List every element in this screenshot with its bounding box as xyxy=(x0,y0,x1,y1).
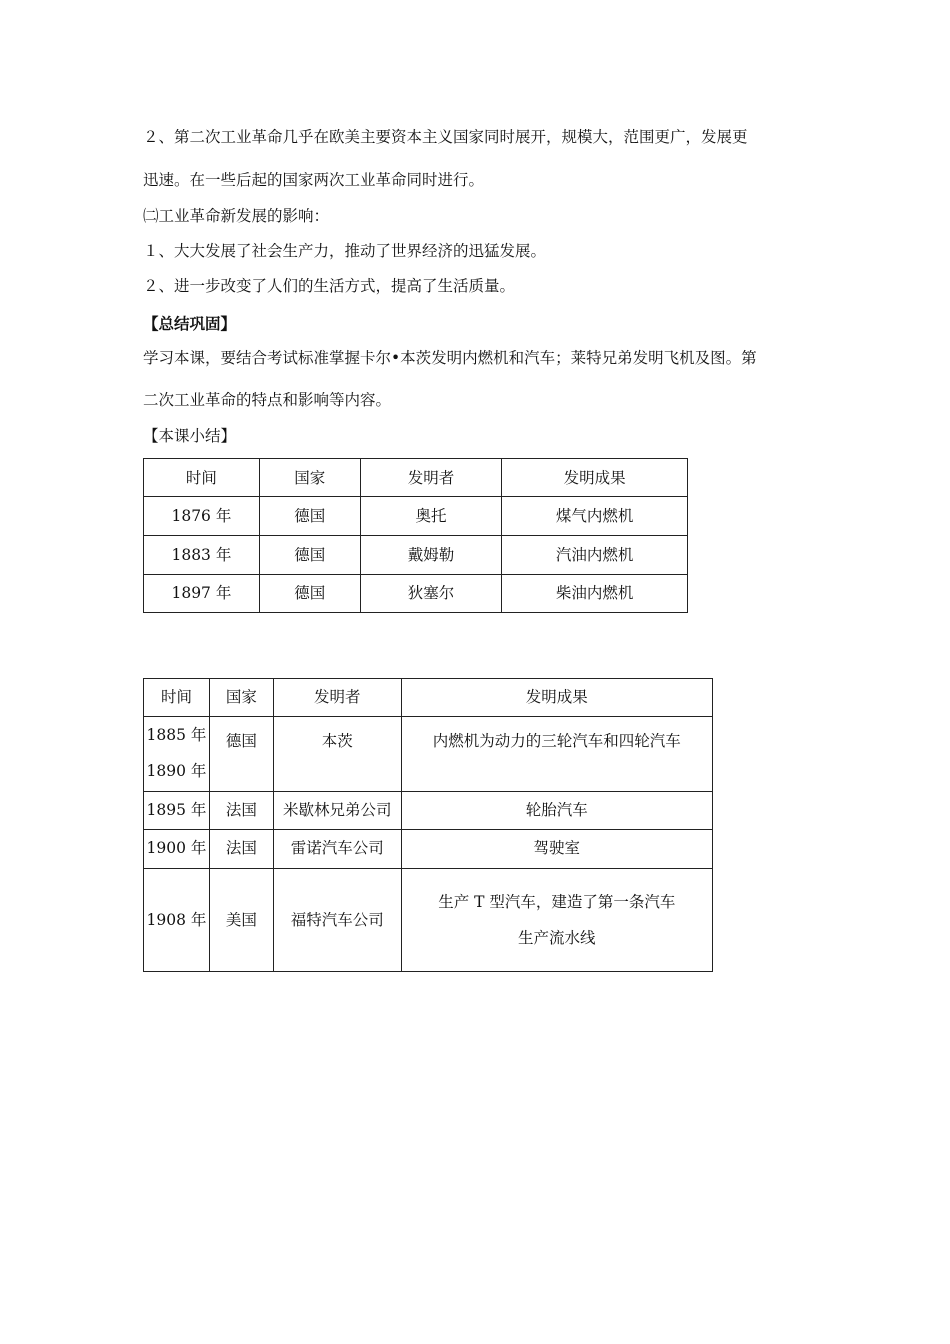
table-header-row xyxy=(144,679,713,717)
table-cell: 本茨 xyxy=(273,717,401,792)
table-cell: 法国 xyxy=(209,830,273,869)
table-cell: 1895 年 xyxy=(144,792,210,830)
table-cell: 美国 xyxy=(209,869,273,972)
table-cell: 德国 xyxy=(259,575,360,613)
table-cell: 法国 xyxy=(209,792,273,830)
table-cell: 雷诺汽车公司 xyxy=(273,830,401,869)
section-heading: 【本课小结】 xyxy=(143,427,237,445)
paragraph-line: １、大大发展了社会生产力，推动了世界经济的迅猛发展。 xyxy=(143,242,547,260)
table-row xyxy=(144,575,688,613)
table-cell: 福特汽车公司 xyxy=(273,869,401,972)
paragraph-line: ２、进一步改变了人们的生活方式，提高了生活质量。 xyxy=(143,277,516,295)
table-cell: 戴姆勒 xyxy=(360,536,502,575)
cell-line: 1890 年 xyxy=(146,762,207,780)
paragraph-line: 二次工业革命的特点和影响等内容。 xyxy=(143,391,392,409)
table-cell: 1876 年 xyxy=(144,497,260,536)
summary-table-automobiles xyxy=(143,678,713,972)
table-row xyxy=(144,497,688,536)
table-cell: 德国 xyxy=(259,497,360,536)
table-header-cell: 发明成果 xyxy=(502,459,688,497)
paragraph-line: ㈡工业革命新发展的影响： xyxy=(143,207,330,225)
table-cell: 米歇林兄弟公司 xyxy=(273,792,401,830)
table-header-cell: 国家 xyxy=(259,459,360,497)
table-header-cell: 国家 xyxy=(209,679,273,717)
table-header-cell: 发明者 xyxy=(360,459,502,497)
paragraph-line: ２、第二次工业革命几乎在欧美主要资本主义国家同时展开，规模大，范围更广，发展更 xyxy=(143,128,748,146)
table-header-cell: 时间 xyxy=(144,679,210,717)
table-cell: 1883 年 xyxy=(144,536,260,575)
table-cell: 狄塞尔 xyxy=(360,575,502,613)
table-cell xyxy=(401,869,712,972)
table-cell: 内燃机为动力的三轮汽车和四轮汽车 xyxy=(401,717,712,792)
table-cell: 德国 xyxy=(209,717,273,792)
table-cell: 驾驶室 xyxy=(401,830,712,869)
table-cell: 1900 年 xyxy=(144,830,210,869)
table-cell xyxy=(144,717,210,792)
table-row xyxy=(144,536,688,575)
table-cell: 汽油内燃机 xyxy=(502,536,688,575)
table-row xyxy=(144,830,713,869)
table-cell: 1908 年 xyxy=(144,869,210,972)
table-cell: 柴油内燃机 xyxy=(502,575,688,613)
cell-line: 生产流水线 xyxy=(518,929,596,947)
table-header-row xyxy=(144,459,688,497)
cell-line: 生产 T 型汽车，建造了第一条汽车 xyxy=(438,893,676,911)
table-cell: 煤气内燃机 xyxy=(502,497,688,536)
table-header-cell: 发明成果 xyxy=(401,679,712,717)
table-cell: 1897 年 xyxy=(144,575,260,613)
paragraph-line: 迅速。在一些后起的国家两次工业革命同时进行。 xyxy=(143,171,485,189)
table-row xyxy=(144,869,713,972)
paragraph-line: 学习本课，要结合考试标准掌握卡尔•本茨发明内燃机和汽车；莱特兄弟发明飞机及图。第 xyxy=(143,349,757,367)
table-cell: 轮胎汽车 xyxy=(401,792,712,830)
table-header-cell: 发明者 xyxy=(273,679,401,717)
summary-table-engines xyxy=(143,458,688,613)
table-cell: 奥托 xyxy=(360,497,502,536)
table-row xyxy=(144,717,713,792)
table-row xyxy=(144,792,713,830)
section-heading: 【总结巩固】 xyxy=(143,314,237,333)
cell-line: 1885 年 xyxy=(146,726,207,744)
table-header-cell: 时间 xyxy=(144,459,260,497)
table-cell: 德国 xyxy=(259,536,360,575)
